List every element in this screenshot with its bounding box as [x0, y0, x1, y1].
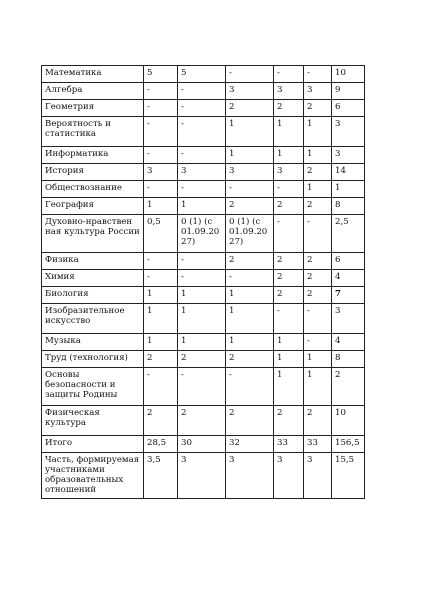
grade-6-cell: 2 — [178, 351, 226, 368]
table-row — [42, 287, 365, 304]
table-row — [42, 406, 365, 436]
total-cell: 3 — [332, 117, 365, 147]
total-cell: 9 — [332, 83, 365, 100]
grade-6-cell: - — [178, 117, 226, 147]
table-row — [42, 117, 365, 147]
total-cell: 10 — [332, 66, 365, 83]
grade-6-cell: - — [178, 100, 226, 117]
grade-7-cell: 0 (1) (с 01.09.20 27) — [226, 215, 274, 253]
grade-5-cell: - — [144, 117, 178, 147]
table-row — [42, 66, 365, 83]
grade-8-cell: 1 — [274, 334, 304, 351]
grade-8-cell: 3 — [274, 164, 304, 181]
grade-6-cell: 3 — [178, 164, 226, 181]
grade-8-cell: 1 — [274, 351, 304, 368]
grade-8-cell: 3 — [274, 83, 304, 100]
total-cell: 14 — [332, 164, 365, 181]
grade-5-cell: 3 — [144, 164, 178, 181]
grade-6-cell: 5 — [178, 66, 226, 83]
grade-9-cell: 1 — [304, 117, 332, 147]
grade-6-cell: - — [178, 147, 226, 164]
grade-7-cell: 32 — [226, 436, 274, 453]
grade-7-cell: 1 — [226, 147, 274, 164]
total-cell: 3 — [332, 304, 365, 334]
subject-cell: География — [42, 198, 144, 215]
grade-7-cell: 3 — [226, 83, 274, 100]
table-row — [42, 83, 365, 100]
grade-9-cell: 2 — [304, 270, 332, 287]
grade-5-cell: 1 — [144, 334, 178, 351]
grade-5-cell: 2 — [144, 351, 178, 368]
grade-8-cell: 2 — [274, 406, 304, 436]
grade-9-cell: 2 — [304, 198, 332, 215]
grade-5-cell: 1 — [144, 287, 178, 304]
grade-8-cell: - — [274, 66, 304, 83]
subject-cell: Обществознание — [42, 181, 144, 198]
grade-5-cell: 3,5 — [144, 453, 178, 499]
grade-8-cell: 1 — [274, 147, 304, 164]
subject-cell: Итого — [42, 436, 144, 453]
grade-8-cell: - — [274, 304, 304, 334]
subject-cell: Труд (технология) — [42, 351, 144, 368]
grade-7-cell: 2 — [226, 253, 274, 270]
table-row — [42, 334, 365, 351]
subject-cell: Химия — [42, 270, 144, 287]
grade-9-cell: - — [304, 334, 332, 351]
grade-6-cell: 2 — [178, 406, 226, 436]
grade-8-cell: 1 — [274, 117, 304, 147]
grade-9-cell: 2 — [304, 406, 332, 436]
grade-9-cell: 1 — [304, 351, 332, 368]
grade-8-cell: 2 — [274, 270, 304, 287]
grade-8-cell: 33 — [274, 436, 304, 453]
grade-7-cell: - — [226, 66, 274, 83]
grade-5-cell: 1 — [144, 198, 178, 215]
grade-6-cell: 30 — [178, 436, 226, 453]
table-row — [42, 368, 365, 406]
grade-5-cell: - — [144, 270, 178, 287]
grade-6-cell: 1 — [178, 304, 226, 334]
grade-7-cell: 1 — [226, 117, 274, 147]
grade-5-cell: 5 — [144, 66, 178, 83]
curriculum-table-body — [42, 66, 365, 499]
grade-5-cell: 2 — [144, 406, 178, 436]
grade-7-cell: 1 — [226, 287, 274, 304]
total-cell: 15,5 — [332, 453, 365, 499]
grade-5-cell: 0,5 — [144, 215, 178, 253]
subject-cell: Физическая культура — [42, 406, 144, 436]
total-cell: 2 — [332, 368, 365, 406]
subject-cell: Музыка — [42, 334, 144, 351]
table-row — [42, 215, 365, 253]
grade-6-cell: - — [178, 368, 226, 406]
grade-9-cell: 2 — [304, 164, 332, 181]
total-cell: 2,5 — [332, 215, 365, 253]
subject-cell: Математика — [42, 66, 144, 83]
grade-9-cell: 3 — [304, 83, 332, 100]
grade-7-cell: - — [226, 368, 274, 406]
grade-5-cell: - — [144, 83, 178, 100]
subject-cell: Физика — [42, 253, 144, 270]
grade-8-cell: 1 — [274, 368, 304, 406]
grade-6-cell: - — [178, 253, 226, 270]
grade-5-cell: - — [144, 100, 178, 117]
table-row — [42, 304, 365, 334]
table-row — [42, 453, 365, 499]
grade-5-cell: - — [144, 368, 178, 406]
subject-cell: История — [42, 164, 144, 181]
grade-9-cell: 2 — [304, 100, 332, 117]
total-cell: 3 — [332, 147, 365, 164]
total-cell: 7 — [332, 287, 365, 304]
grade-5-cell: 28,5 — [144, 436, 178, 453]
grade-7-cell: 3 — [226, 164, 274, 181]
total-cell: 6 — [332, 253, 365, 270]
grade-8-cell: 2 — [274, 100, 304, 117]
table-row — [42, 147, 365, 164]
grade-7-cell: - — [226, 181, 274, 198]
grade-7-cell: - — [226, 270, 274, 287]
grade-9-cell: - — [304, 66, 332, 83]
grade-6-cell: 1 — [178, 287, 226, 304]
table-row — [42, 436, 365, 453]
grade-9-cell: - — [304, 304, 332, 334]
total-cell: 1 — [332, 181, 365, 198]
total-cell: 4 — [332, 270, 365, 287]
grade-5-cell: - — [144, 181, 178, 198]
grade-7-cell: 2 — [226, 406, 274, 436]
grade-9-cell: 1 — [304, 147, 332, 164]
grade-8-cell: 2 — [274, 253, 304, 270]
grade-6-cell: 1 — [178, 198, 226, 215]
grade-9-cell: 1 — [304, 368, 332, 406]
grade-6-cell: 0 (1) (с 01.09.20 27) — [178, 215, 226, 253]
grade-6-cell: - — [178, 181, 226, 198]
subject-cell: Вероятность и статистика — [42, 117, 144, 147]
grade-9-cell: 2 — [304, 253, 332, 270]
table-row — [42, 164, 365, 181]
subject-cell: Духовно-нравствен ная культура России — [42, 215, 144, 253]
subject-cell: Геометрия — [42, 100, 144, 117]
grade-7-cell: 2 — [226, 351, 274, 368]
table-row — [42, 198, 365, 215]
subject-cell: Биология — [42, 287, 144, 304]
table-row — [42, 270, 365, 287]
table-row — [42, 100, 365, 117]
grade-8-cell: 3 — [274, 453, 304, 499]
grade-6-cell: - — [178, 83, 226, 100]
grade-7-cell: 1 — [226, 304, 274, 334]
grade-6-cell: 1 — [178, 334, 226, 351]
grade-9-cell: - — [304, 215, 332, 253]
total-cell: 8 — [332, 351, 365, 368]
subject-cell: Информатика — [42, 147, 144, 164]
grade-9-cell: 33 — [304, 436, 332, 453]
subject-cell: Основы безопасности и защиты Родины — [42, 368, 144, 406]
grade-7-cell: 2 — [226, 100, 274, 117]
subject-cell: Алгебра — [42, 83, 144, 100]
grade-8-cell: - — [274, 215, 304, 253]
grade-5-cell: - — [144, 253, 178, 270]
subject-cell: Часть, формируемая участниками образовательных отношений — [42, 453, 144, 499]
total-cell: 8 — [332, 198, 365, 215]
total-cell: 156,5 — [332, 436, 365, 453]
grade-7-cell: 1 — [226, 334, 274, 351]
grade-6-cell: - — [178, 270, 226, 287]
grade-9-cell: 1 — [304, 181, 332, 198]
curriculum-table — [41, 65, 365, 499]
table-row — [42, 181, 365, 198]
grade-8-cell: 2 — [274, 198, 304, 215]
grade-9-cell: 3 — [304, 453, 332, 499]
total-cell: 6 — [332, 100, 365, 117]
grade-8-cell: - — [274, 181, 304, 198]
grade-6-cell: 3 — [178, 453, 226, 499]
table-row — [42, 351, 365, 368]
grade-5-cell: 1 — [144, 304, 178, 334]
grade-9-cell: 2 — [304, 287, 332, 304]
grade-8-cell: 2 — [274, 287, 304, 304]
grade-7-cell: 3 — [226, 453, 274, 499]
subject-cell: Изобразительное искусство — [42, 304, 144, 334]
grade-7-cell: 2 — [226, 198, 274, 215]
grade-5-cell: - — [144, 147, 178, 164]
total-cell: 10 — [332, 406, 365, 436]
table-row — [42, 253, 365, 270]
total-cell: 4 — [332, 334, 365, 351]
